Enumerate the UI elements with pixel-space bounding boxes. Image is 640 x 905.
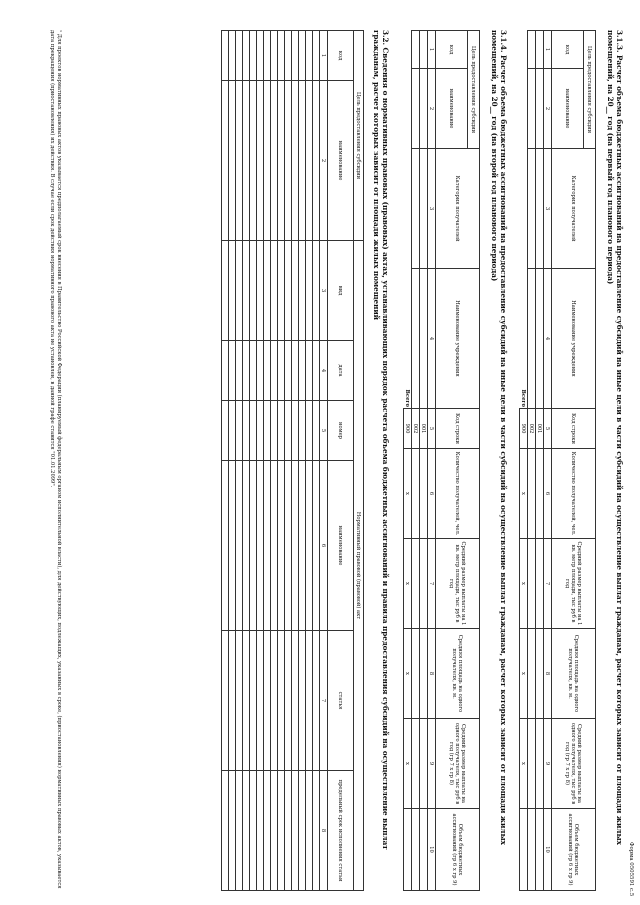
col-num: 6	[544, 449, 552, 539]
th-area: Средняя площадь на одного получателя, кв. м.	[436, 629, 480, 719]
table-row	[420, 31, 428, 891]
footnote: ¹ Для проектов нормативных правовых актов указывается предполагаемый срок внесения в Правительство Российской Федерации (планируемый федеральным органом исполнительной власти), для действующих, подлежащих, указанных в сроке, (приостановления) нормативных правовых актов, указывается дата прекращения (приостановления) их действия. В случае если срок действия нормативного правового акта не установлен, в данной графе ставится "01.01.2099".	[49, 30, 62, 889]
th-category: Категория получателей	[436, 149, 480, 269]
th-code: код	[328, 31, 354, 81]
th-code: код	[552, 31, 584, 69]
th-act: Нормативный правовой (правовой) акт	[354, 241, 364, 891]
col-num: 9	[428, 719, 436, 809]
th-area: Средняя площадь на одного получателя, кв. м.	[552, 629, 596, 719]
table-row	[412, 31, 420, 891]
th-volume: Объем бюджетных ассигнований (гр 6 x гр 9)	[552, 809, 596, 891]
table-3-1-4	[403, 30, 480, 891]
table-row	[528, 31, 536, 891]
th-institution: Наименование учреждения	[436, 269, 480, 409]
th-avg: Средний размер выплаты на 1 кв. метр площади, тыс руб в год	[436, 539, 480, 629]
th-expiry: предельный срок исполнения статьи	[328, 771, 354, 891]
cell-x: х	[404, 629, 412, 719]
th-type: вид	[328, 241, 354, 341]
table-row	[306, 31, 313, 891]
cell-x: х	[520, 629, 528, 719]
col-num: 10	[428, 809, 436, 891]
total-label: Всего	[520, 389, 527, 408]
th-goal: Цель предоставления субсидии	[354, 31, 364, 241]
col-num: 4	[544, 269, 552, 409]
th-category: Категория получателей	[552, 149, 596, 269]
col-num: 2	[320, 81, 328, 241]
th-avgper: Средний размер выплаты на одного получателя, тыс руб в год (гр 7 x гр 8)	[436, 719, 480, 809]
line-code: 002	[528, 409, 536, 449]
th-volume: Объем бюджетных ассигнований (гр 6 x гр 9)	[436, 809, 480, 891]
col-num: 1	[428, 31, 436, 69]
col-num: 5	[320, 401, 328, 461]
table-row	[250, 31, 257, 891]
section-3-2-title: 3.2. Сведения о нормативных правовых (правовых) актах, устанавливающих порядок расчета объема бюджетных ассигнований и правила предоставления субсидий на осуществление выплат гражданам, расчет которых зависит от площади жилых помещений	[372, 30, 390, 850]
col-num: 9	[544, 719, 552, 809]
th-count: Количество получателей, чел.	[436, 449, 480, 539]
col-num: 8	[320, 771, 328, 891]
cell-x: х	[404, 719, 412, 809]
col-num: 10	[544, 809, 552, 891]
cell-x: х	[520, 449, 528, 539]
table-row	[536, 31, 544, 891]
col-num: 2	[428, 69, 436, 149]
table-row	[313, 31, 320, 891]
section-3-1-4-title: 3.1.4. Расчет объема бюджетных ассигнований на предоставление субсидий на иные цели в части субсидий на осуществление выплат гражданам, расчет которых зависит от площади жилых помещений, на 20__ год (на второй год планового периода)	[490, 30, 508, 845]
th-avgper: Средний размер выплаты на одного получателя, тыс руб в год (гр 7 x гр 8)	[552, 719, 596, 809]
table-row	[285, 31, 292, 891]
col-num: 7	[544, 539, 552, 629]
cell-x: х	[520, 719, 528, 809]
col-num: 6	[428, 449, 436, 539]
th-article: статья	[328, 631, 354, 771]
th-goal: Цель предоставления субсидии	[584, 31, 596, 149]
th-name: наименование	[552, 69, 584, 149]
col-num: 3	[428, 149, 436, 269]
col-num: 5	[428, 409, 436, 449]
col-num: 8	[428, 629, 436, 719]
th-name: наименование	[436, 69, 468, 149]
th-line: Код строки	[436, 409, 480, 449]
col-num: 6	[320, 461, 328, 631]
line-code: 002	[412, 409, 420, 449]
table-row	[271, 31, 278, 891]
section-3-1-3-title: 3.1.3. Расчет объема бюджетных ассигнований на предоставление субсидий на иные цели в части субсидий на осуществление выплат гражданам, расчет которых зависит от площади жилых помещений, на 20__ год (на первый год планового периода)	[606, 30, 624, 845]
col-num: 3	[320, 241, 328, 341]
table-row	[243, 31, 250, 891]
table-row	[229, 31, 236, 891]
table-row	[299, 31, 306, 891]
col-num: 7	[428, 539, 436, 629]
col-num: 2	[544, 69, 552, 149]
total-label: Всего	[404, 389, 411, 408]
th-code: код	[436, 31, 468, 69]
table-3-1-3	[519, 30, 596, 891]
total-row	[520, 31, 528, 891]
table-row	[222, 31, 229, 891]
th-institution: Наименование учреждения	[552, 269, 596, 409]
total-row	[404, 31, 412, 891]
col-num: 1	[544, 31, 552, 69]
th-name: наименование	[328, 81, 354, 241]
form-code: Форма 0505591 с.5	[628, 842, 634, 897]
cell-x: х	[520, 539, 528, 629]
col-num: 5	[544, 409, 552, 449]
th-number: номер	[328, 401, 354, 461]
col-num: 1	[320, 31, 328, 81]
table-row	[278, 31, 285, 891]
cell-x: х	[404, 539, 412, 629]
table-row	[292, 31, 299, 891]
col-num: 7	[320, 631, 328, 771]
total-code: 900	[404, 409, 412, 449]
table-row	[257, 31, 264, 891]
line-code: 001	[420, 409, 428, 449]
th-goal: Цель предоставления субсидии	[468, 31, 480, 149]
th-date: дата	[328, 341, 354, 401]
th-actname: наименование	[328, 461, 354, 631]
col-num: 4	[428, 269, 436, 409]
col-num: 8	[544, 629, 552, 719]
col-num: 3	[544, 149, 552, 269]
table-row	[264, 31, 271, 891]
col-num: 4	[320, 341, 328, 401]
th-avg: Средний размер выплаты на 1 кв. метр площади, тыс руб в год	[552, 539, 596, 629]
line-code: 001	[536, 409, 544, 449]
total-code: 900	[520, 409, 528, 449]
table-row	[236, 31, 243, 891]
th-count: Количество получателей, чел.	[552, 449, 596, 539]
table-3-2	[221, 30, 364, 891]
th-line: Код строки	[552, 409, 596, 449]
cell-x: х	[404, 449, 412, 539]
